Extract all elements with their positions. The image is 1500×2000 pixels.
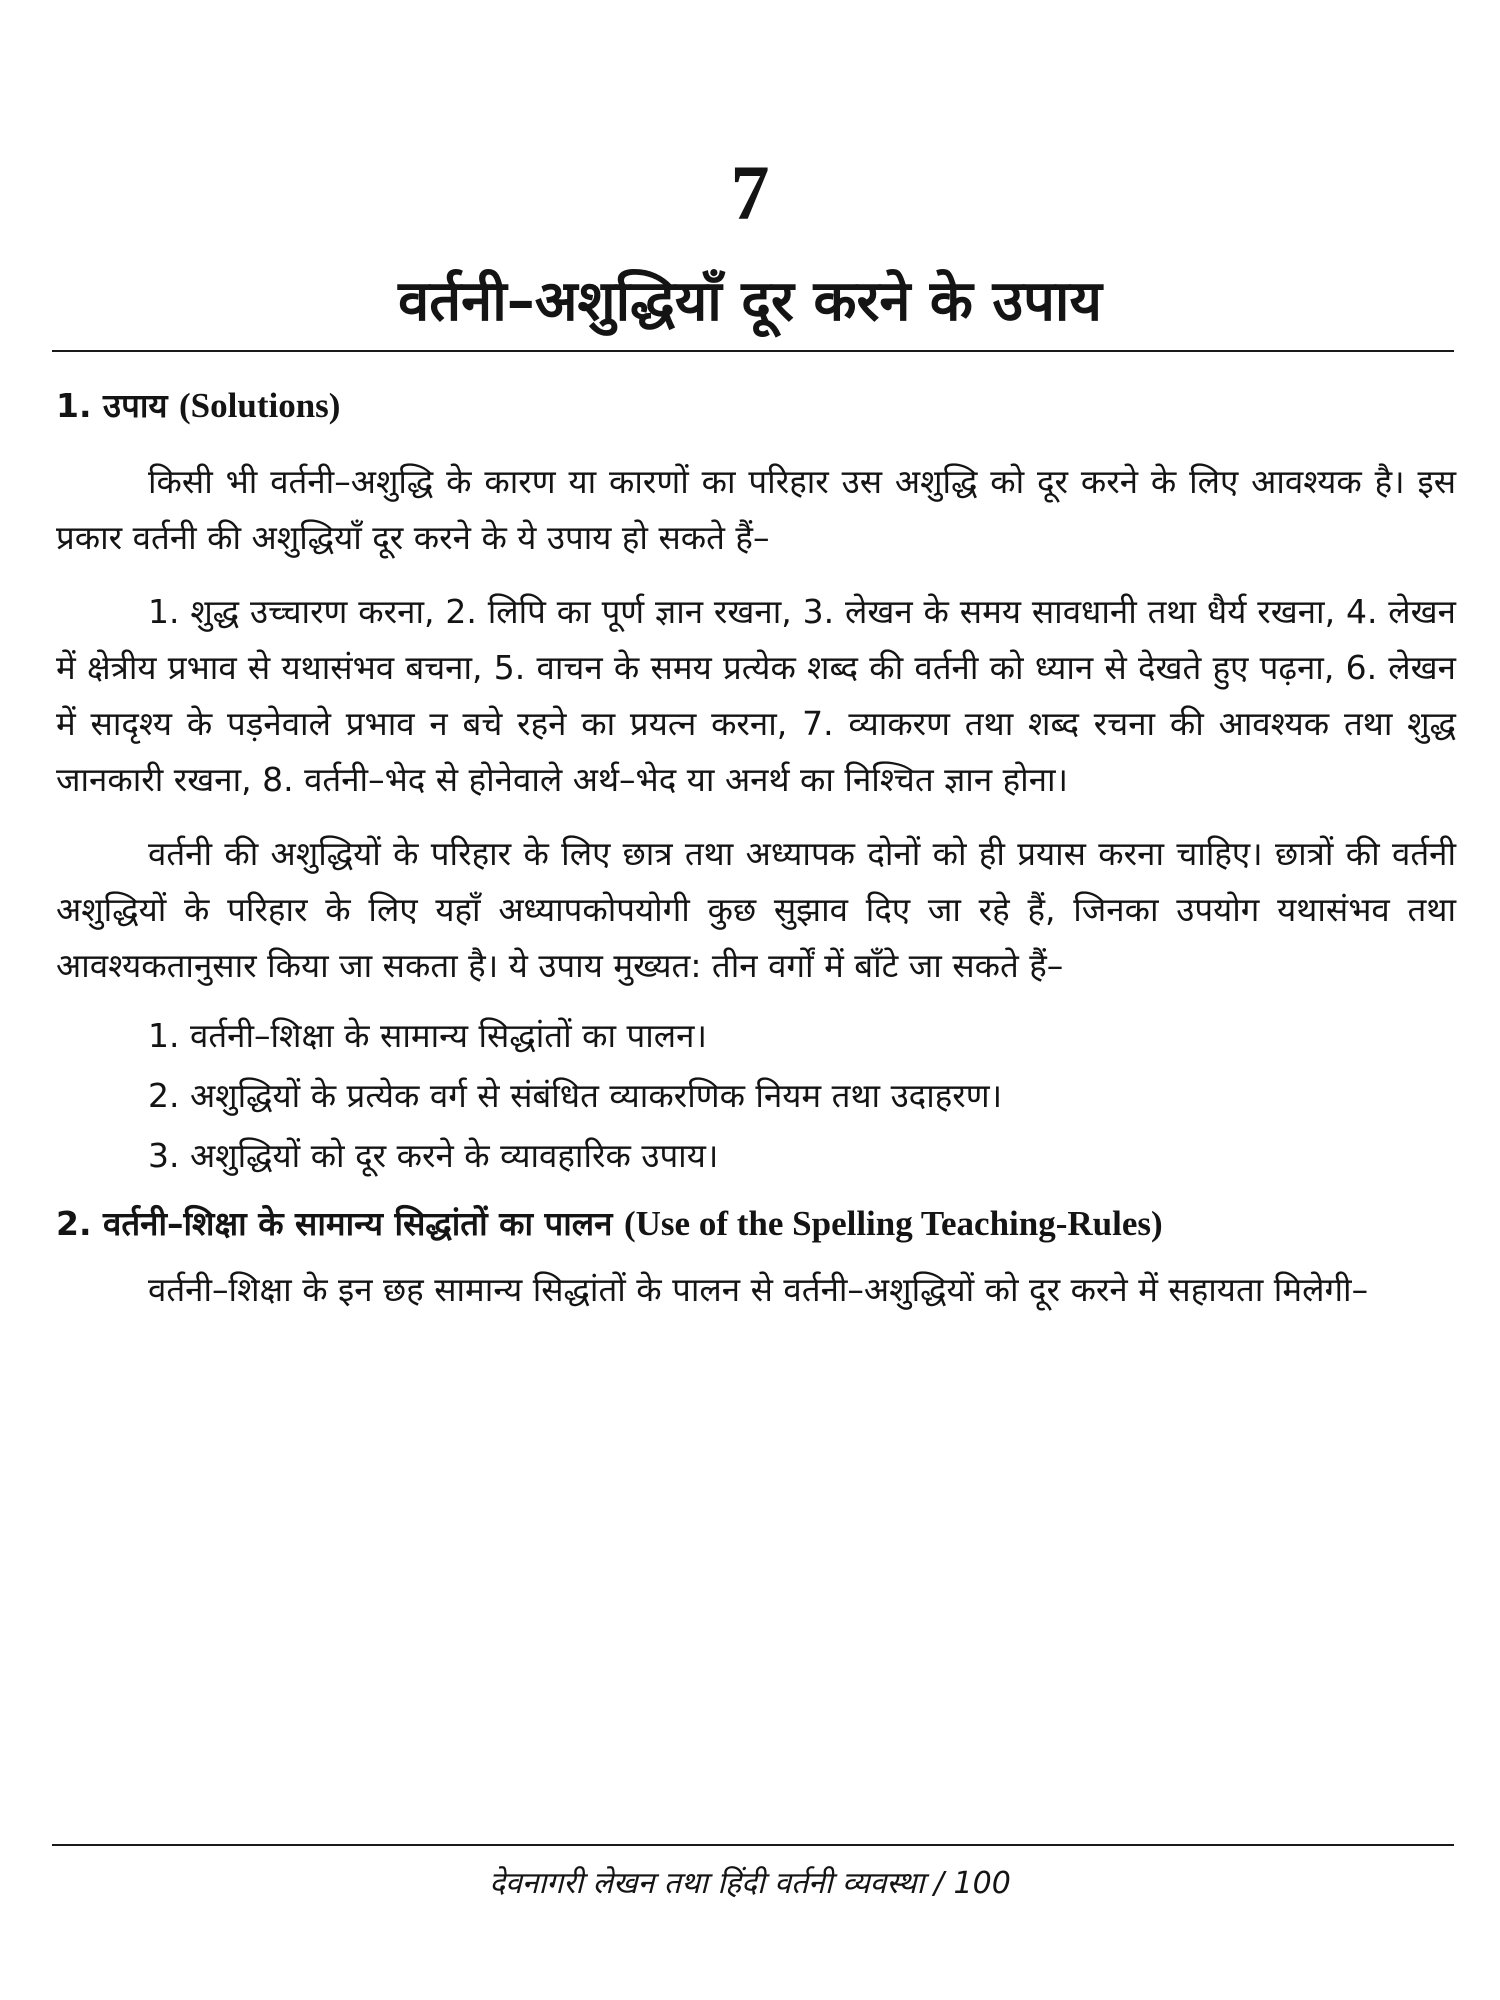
top-divider (52, 350, 1454, 352)
footer-page-number: / 100 (933, 1866, 1011, 1901)
footer-book-title: देवनागरी लेखन तथा हिंदी वर्तनी व्यवस्था (489, 1866, 925, 1901)
list-item: 3. अशुद्धियों को दूर करने के व्यावहारिक उपाय। (148, 1136, 719, 1175)
bottom-divider (52, 1844, 1454, 1846)
section-1-heading-hindi: 1. उपाय (56, 386, 168, 425)
section-1-heading-english: (Solutions) (179, 386, 341, 425)
section-1-paragraph-1: किसी भी वर्तनी–अशुद्धि के कारण या कारणों का परिहार उस अशुद्धि को दूर करने के लिए आवश्यक है। इस प्रकार वर्तनी की अशुद्धियाँ दूर करने के ये उपाय हो सकते हैं– (56, 462, 1456, 557)
list-item: 2. अशुद्धियों के प्रत्येक वर्ग से संबंधित व्याकरणिक नियम तथा उदाहरण। (148, 1076, 1003, 1115)
section-2-heading-hindi: 2. वर्तनी–शिक्षा के सामान्य सिद्धांतों का पालन (56, 1204, 613, 1243)
page-footer (0, 1862, 1500, 1906)
section-1-paragraph-3: वर्तनी की अशुद्धियों के परिहार के लिए छात्र तथा अध्यापक दोनों को ही प्रयास करना चाहिए। छात्रों की वर्तनी अशुद्धियों के परिहार के लिए यहाँ अध्यापकोपयोगी कुछ सुझाव दिए जा रहे हैं, जिनका उपयोग यथासंभव तथा आवश्यकतानुसार किया जा सकता है। ये उपाय मुख्यत: तीन वर्गों में बाँटे जा सकते हैं– (56, 834, 1456, 985)
solution-categories-list (56, 1008, 1456, 1184)
section-1-paragraph-2: 1. शुद्ध उच्चारण करना, 2. लिपि का पूर्ण ज्ञान रखना, 3. लेखन के समय सावधानी तथा धैर्य रखना, 4. लेखन में क्षेत्रीय प्रभाव से यथासंभव बचना, 5. वाचन के समय प्रत्येक शब्द की वर्तनी को ध्यान से देखते हुए पढ़ना, 6. लेखन में सादृश्य के पड़नेवाले प्रभाव न बचे रहने का प्रयत्न करना, 7. व्याकरण तथा शब्द रचना की आवश्यक तथा शुद्ध जानकारी रखना, 8. वर्तनी–भेद से होनेवाले अर्थ–भेद या अनर्थ का निश्चित ज्ञान होना। (56, 592, 1456, 799)
chapter-number: 7 (730, 149, 770, 236)
chapter-title: वर्तनी–अशुद्धियाँ दूर करने के उपाय (398, 269, 1102, 334)
page-content (56, 378, 1456, 1336)
section-2-heading (56, 1196, 1456, 1252)
section-2-heading-english: (Use of the Spelling Teaching-Rules) (624, 1204, 1163, 1243)
section-1-heading (56, 378, 1456, 434)
list-item: 1. वर्तनी–शिक्षा के सामान्य सिद्धांतों का पालन। (148, 1016, 707, 1055)
section-2-paragraph-1: वर्तनी–शिक्षा के इन छह सामान्य सिद्धांतों के पालन से वर्तनी–अशुद्धियों को दूर करने में सहायता मिलेगी– (148, 1270, 1369, 1309)
